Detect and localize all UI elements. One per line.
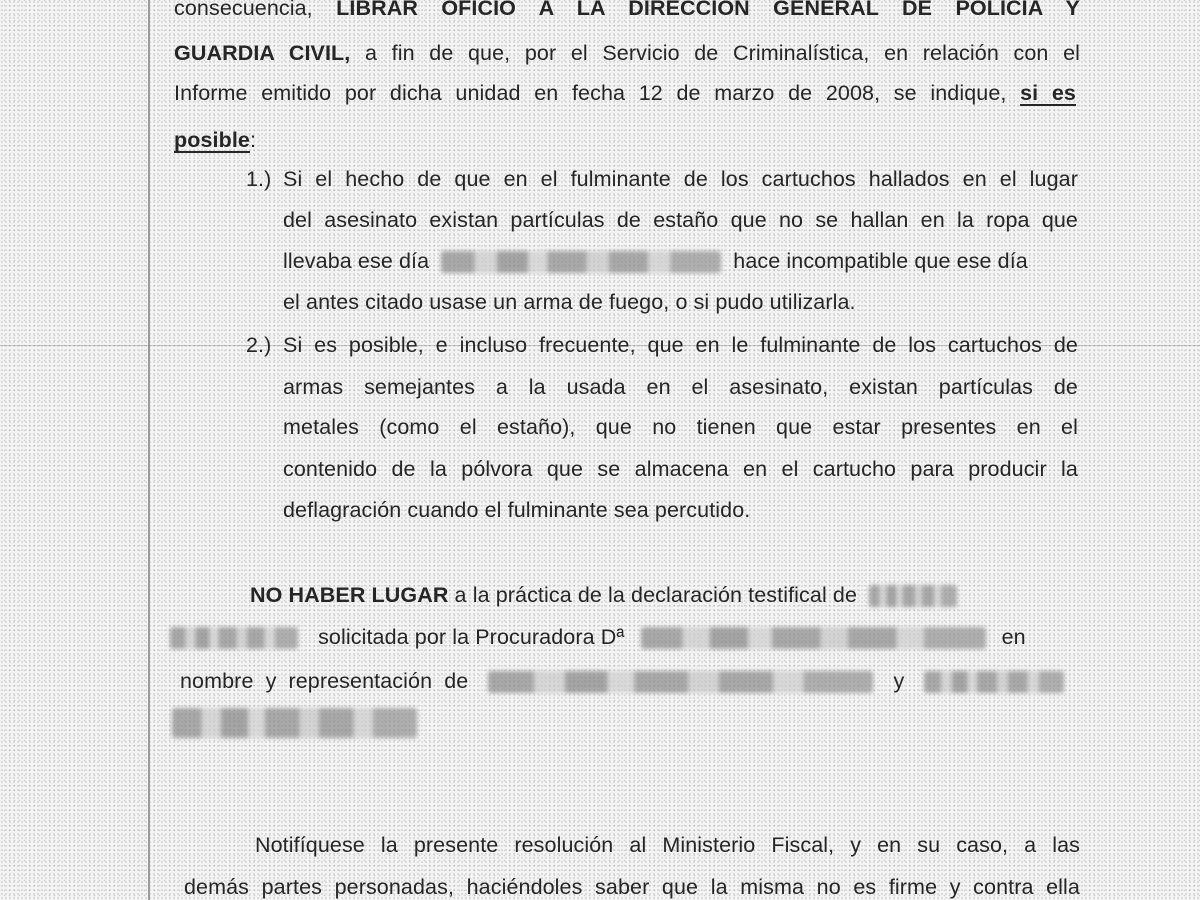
bold-directive: NO HABER LUGAR	[250, 583, 449, 607]
page-margin-line	[148, 0, 150, 900]
redacted-name	[172, 708, 417, 738]
list-item-line: Si el hecho de que en el fulminante de los cartuchos hallados en el lugar	[283, 167, 1078, 191]
redacted-name	[641, 627, 986, 649]
list-item-line: metales (como el estaño), que no tienen que estar presentes en el	[283, 415, 1078, 439]
paragraph-line: consecuencia, LIBRAR OFICIO A LA DIRECCION GENERAL DE POLICIA Y	[174, 0, 1080, 21]
paragraph-line: Informe emitido por dicha unidad en fecha 12 de marzo de 2008, se indique, si es	[174, 81, 1076, 105]
bold-directive: GUARDIA CIVIL,	[174, 41, 351, 65]
redacted-name	[924, 671, 1064, 693]
paragraph-line: demás partes personadas, haciéndoles saber que la misma no es firme y contra ella	[184, 875, 1080, 899]
paragraph-line: nombre y representación de y	[180, 668, 1090, 694]
paragraph-line: posible:	[174, 128, 257, 152]
paragraph-line	[172, 708, 417, 738]
paragraph-line: GUARDIA CIVIL, a fin de que, por el Servicio de Criminalística, en relación con el	[174, 41, 1081, 65]
redacted-name	[869, 585, 957, 607]
list-item-line: del asesinato existan partículas de estaño que no se hallan en la ropa que	[283, 208, 1078, 232]
underlined-phrase: si es	[1020, 81, 1076, 105]
list-item-line: contenido de la pólvora que se almacena en el cartucho para producir la	[283, 457, 1078, 481]
list-item-line: Si es posible, e incluso frecuente, que en le fulminante de los cartuchos de	[283, 333, 1078, 357]
list-item-line: llevaba ese día hace incompatible que ese día	[283, 249, 1028, 273]
bold-directive: LIBRAR OFICIO A LA DIRECCION GENERAL DE POLICIA Y	[336, 0, 1080, 20]
redacted-name	[441, 251, 721, 273]
paragraph-line: Notifíquese la presente resolución al Ministerio Fiscal, y en su caso, a las	[255, 833, 1080, 857]
list-item-number: 2.)	[246, 333, 272, 357]
paragraph-line: solicitada por la Procuradora Dª en	[170, 624, 1090, 650]
list-item-number: 1.)	[246, 167, 272, 191]
paragraph-line: NO HABER LUGAR a la práctica de la declaración testifical de	[250, 582, 1090, 608]
redacted-name	[170, 627, 298, 649]
underlined-phrase: posible	[174, 128, 250, 152]
redacted-name	[488, 671, 873, 693]
list-item-line: deflagración cuando el fulminante sea percutido.	[283, 498, 751, 522]
list-item-line: armas semejantes a la usada en el asesinato, existan partículas de	[283, 375, 1078, 399]
list-item-line: el antes citado usase un arma de fuego, o si pudo utilizarla.	[283, 290, 856, 314]
